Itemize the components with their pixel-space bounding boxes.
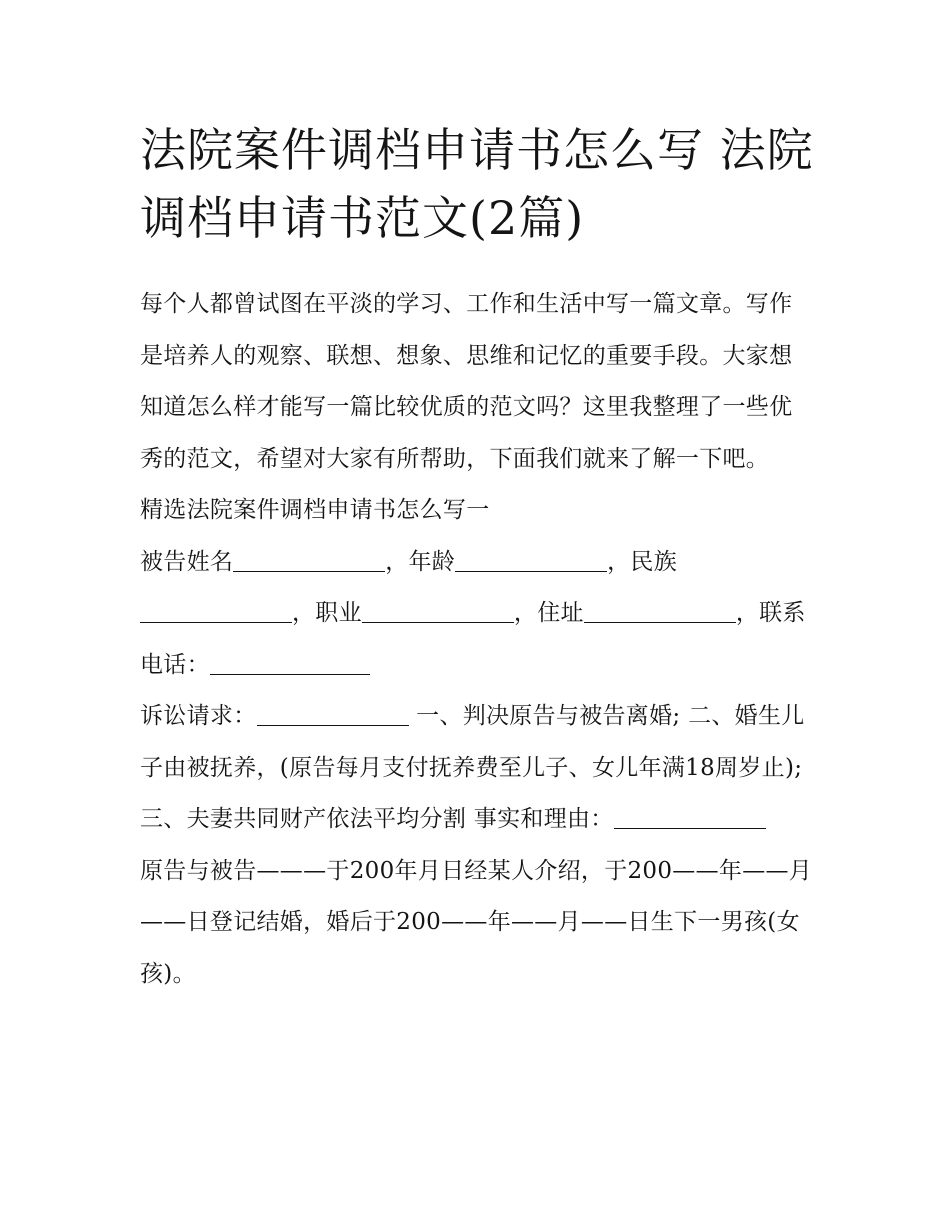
phone-label: ，联系电话： — [140, 600, 806, 678]
phone-blank — [210, 650, 370, 675]
name-blank — [233, 547, 385, 572]
claim-three-text: 三、夫妻共同财产依法平均分割 事实和理由： — [140, 806, 614, 832]
claims-blank — [257, 701, 409, 726]
claims-label: 诉讼请求： — [140, 703, 257, 729]
reasons-blank — [614, 804, 766, 829]
defendant-info — [140, 537, 815, 692]
occupation-blank — [362, 598, 514, 623]
facts-paragraph: 原告与被告———于200年月日经某人介绍，于200——年——月——日登记结婚，婚后于200——年——月——日生下一男孩(女孩)。 — [140, 857, 813, 987]
address-blank — [584, 598, 736, 623]
intro-paragraph: 每个人都曾试图在平淡的学习、工作和生活中写一篇文章。写作是培养人的观察、联想、想象、思维和记忆的重要手段。大家想知道怎么样才能写一篇比较优质的范文吗？这里我整理了一些优秀的范文，希望对大家有所帮助，下面我们就来了解一下吧。 — [140, 291, 793, 472]
section-heading: 精选法院案件调档申请书怎么写一 — [140, 497, 490, 523]
age-blank — [455, 547, 607, 572]
claims-text: 一、判决原告与被告离婚; 二、婚生儿子由被抚养，(原告每月支付抚养费至儿子、女儿年满18周岁止); — [140, 703, 805, 781]
ethnicity-label: ，民族 — [607, 548, 678, 575]
name-label: 被告姓名 — [140, 548, 234, 575]
document-body — [140, 279, 815, 1000]
address-label: ，住址 — [513, 600, 584, 626]
document-title: 法院案件调档申请书怎么写 法院调档申请书范文(2篇) — [140, 123, 814, 245]
claims-paragraph — [140, 691, 815, 794]
claim-three-paragraph — [140, 794, 815, 846]
age-label: ，年龄 — [385, 548, 456, 575]
ethnicity-blank — [140, 598, 292, 623]
occupation-label: ，职业 — [292, 600, 362, 626]
